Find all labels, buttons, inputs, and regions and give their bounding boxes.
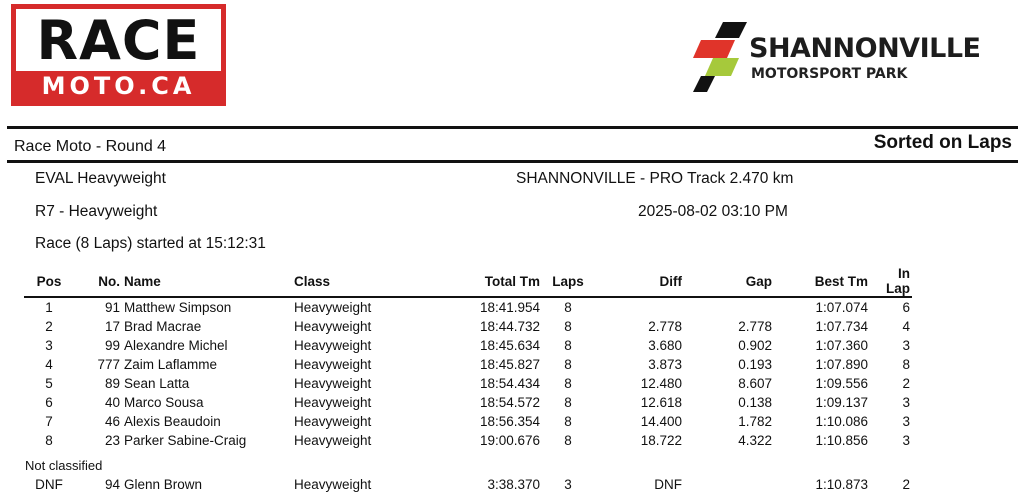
cell-name: Marco Sousa [124, 395, 204, 410]
session-datetime: 2025-08-02 03:10 PM [638, 203, 788, 220]
table-row [24, 412, 912, 431]
cell-diff: 3.873 [648, 357, 682, 372]
cell-laps: 3 [564, 477, 572, 492]
class-group: EVAL Heavyweight [35, 170, 166, 187]
col-laps: Laps [542, 266, 594, 297]
table-row [24, 336, 912, 355]
cell-class: Heavyweight [294, 357, 372, 372]
cell-class: Heavyweight [294, 376, 372, 391]
cell-name: Sean Latta [124, 376, 190, 391]
cell-best: 1:07.734 [815, 319, 868, 334]
cell-gap: 8.607 [738, 376, 772, 391]
cell-best: 1:10.856 [815, 433, 868, 448]
cell-pos: DNF [35, 477, 63, 492]
not-classified-label: Not classified [25, 458, 103, 473]
cell-inlap: 6 [902, 300, 910, 315]
cell-class: Heavyweight [294, 433, 372, 448]
col-total: Total Tm [432, 266, 542, 297]
cell-name: Matthew Simpson [124, 300, 232, 315]
cell-inlap: 3 [902, 338, 910, 353]
cell-total: 18:44.732 [479, 319, 540, 334]
cell-best: 1:10.086 [815, 414, 868, 429]
cell-gap: 4.322 [738, 433, 772, 448]
cell-total: 19:00.676 [479, 433, 540, 448]
cell-class: Heavyweight [294, 414, 372, 429]
cell-no: 46 [104, 414, 120, 429]
header-rule-top [7, 126, 1018, 129]
cell-inlap: 4 [902, 319, 910, 334]
shannonville-title: SHANNONVILLE [749, 33, 981, 64]
cell-laps: 8 [564, 414, 572, 429]
header-rule-bottom [7, 160, 1018, 163]
cell-total: 18:45.827 [479, 357, 540, 372]
track-info: SHANNONVILLE - PRO Track 2.470 km [516, 170, 794, 187]
cell-gap: 2.778 [738, 319, 772, 334]
col-class: Class [292, 266, 432, 297]
cell-best: 1:09.137 [815, 395, 868, 410]
cell-name: Parker Sabine-Craig [124, 433, 247, 448]
cell-gap: 0.138 [738, 395, 772, 410]
cell-no: 91 [104, 300, 120, 315]
table-row [24, 393, 912, 412]
racemoto-logo [11, 4, 226, 106]
col-gap: Gap [684, 266, 774, 297]
cell-best: 1:10.873 [815, 477, 868, 492]
cell-no: 40 [104, 395, 120, 410]
cell-diff: 12.618 [640, 395, 682, 410]
cell-name: Glenn Brown [124, 477, 203, 492]
col-inlap: In Lap [870, 266, 912, 297]
table-row [24, 317, 912, 336]
cell-diff: 14.400 [640, 414, 682, 429]
shannonville-subtitle: MOTORSPORT PARK [751, 66, 908, 82]
cell-class: Heavyweight [294, 395, 372, 410]
cell-pos: 3 [45, 338, 53, 353]
race-start-info: Race (8 Laps) started at 15:12:31 [35, 235, 266, 252]
col-diff: Diff [594, 266, 684, 297]
cell-pos: 2 [45, 319, 53, 334]
shannonville-flag-icon [693, 20, 749, 92]
cell-no: 89 [104, 376, 120, 391]
col-no: No. [74, 266, 122, 297]
cell-inlap: 8 [902, 357, 910, 372]
cell-no: 777 [97, 357, 120, 372]
cell-inlap: 2 [902, 376, 910, 391]
cell-no: 94 [104, 477, 120, 492]
table-row [24, 374, 912, 393]
cell-laps: 8 [564, 319, 572, 334]
cell-laps: 8 [564, 357, 572, 372]
cell-best: 1:07.360 [815, 338, 868, 353]
table-row [24, 297, 912, 317]
cell-diff: 12.480 [640, 376, 682, 391]
cell-name: Zaim Laflamme [124, 357, 218, 372]
cell-pos: 5 [45, 376, 53, 391]
cell-best: 1:09.556 [815, 376, 868, 391]
cell-laps: 8 [564, 395, 572, 410]
logo-race-text: RACE [16, 9, 221, 71]
cell-gap: 0.193 [738, 357, 772, 372]
cell-laps: 8 [564, 376, 572, 391]
col-name: Name [122, 266, 292, 297]
cell-gap [684, 297, 774, 317]
cell-best: 1:07.074 [815, 300, 868, 315]
cell-diff: DNF [654, 477, 682, 492]
results-header-row [24, 266, 912, 297]
col-pos: Pos [24, 266, 74, 297]
cell-no: 17 [104, 319, 120, 334]
sort-label: Sorted on Laps [873, 132, 1012, 153]
logo-moto-text: MOTO.CA [41, 72, 196, 100]
cell-gap: 1.782 [738, 414, 772, 429]
cell-laps: 8 [564, 433, 572, 448]
cell-inlap: 3 [902, 433, 910, 448]
event-title: Race Moto - Round 4 [14, 138, 167, 155]
col-best: Best Tm [774, 266, 870, 297]
cell-inlap: 2 [902, 477, 910, 492]
cell-total: 18:54.434 [479, 376, 540, 391]
cell-total: 18:41.954 [479, 300, 540, 315]
cell-inlap: 3 [902, 414, 910, 429]
cell-no: 23 [104, 433, 120, 448]
table-row [24, 431, 912, 450]
cell-no: 99 [104, 338, 120, 353]
cell-diff [594, 297, 684, 317]
cell-pos: 4 [45, 357, 53, 372]
session-name: R7 - Heavyweight [35, 203, 158, 220]
cell-gap: 0.902 [738, 338, 772, 353]
cell-best: 1:07.890 [815, 357, 868, 372]
cell-inlap: 3 [902, 395, 910, 410]
cell-name: Brad Macrae [124, 319, 202, 334]
cell-diff: 18.722 [640, 433, 682, 448]
cell-class: Heavyweight [294, 338, 372, 353]
cell-total: 18:45.634 [479, 338, 540, 353]
results-table [24, 266, 912, 450]
cell-name: Alexandre Michel [124, 338, 228, 353]
cell-class: Heavyweight [294, 477, 372, 492]
cell-total: 18:54.572 [479, 395, 540, 410]
cell-name: Alexis Beaudoin [124, 414, 221, 429]
table-row [24, 475, 912, 494]
cell-gap [684, 475, 774, 494]
cell-class: Heavyweight [294, 319, 372, 334]
cell-diff: 3.680 [648, 338, 682, 353]
cell-pos: 7 [45, 414, 53, 429]
cell-diff: 2.778 [648, 319, 682, 334]
cell-laps: 8 [564, 300, 572, 315]
cell-pos: 8 [45, 433, 53, 448]
cell-total: 18:56.354 [479, 414, 540, 429]
cell-total: 3:38.370 [487, 477, 540, 492]
cell-laps: 8 [564, 338, 572, 353]
cell-class: Heavyweight [294, 300, 372, 315]
table-row [24, 355, 912, 374]
not-classified-table [24, 475, 912, 494]
cell-pos: 6 [45, 395, 53, 410]
cell-pos: 1 [45, 300, 53, 315]
